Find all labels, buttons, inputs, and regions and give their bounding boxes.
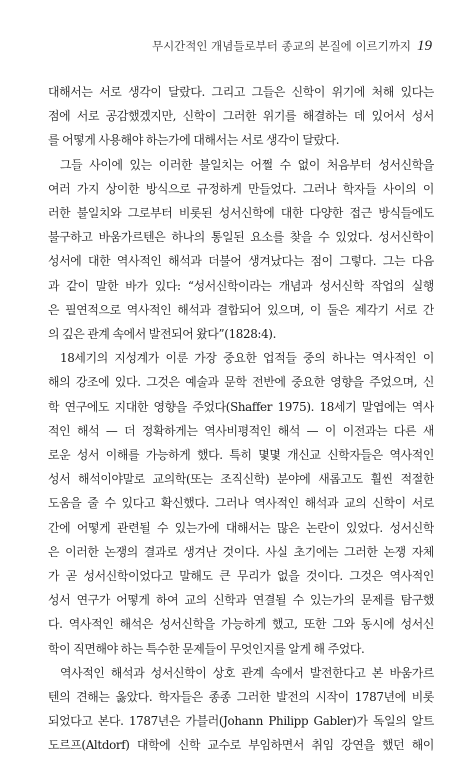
text-line: 다. 역사적인 해석은 성서신학을 가능하게 했고, 또한 그와 동시에 성서신 bbox=[48, 617, 434, 632]
text-line: 18세기의 지성계가 이룬 가장 중요한 업적들 중의 하나는 역사적인 이 bbox=[60, 351, 434, 366]
text-line: 점에 서로 공감했겠지만, 신학이 그러한 위기를 해결하는 데 있어서 성서 bbox=[48, 109, 434, 124]
running-title: 무시간적인 개념들로부터 종교의 본질에 이르기까지 bbox=[151, 39, 411, 53]
text-line: 되었다고 본다. 1787년은 가블러(Johann Philipp Gabler)가 독일의 알트 bbox=[48, 714, 434, 729]
paragraph bbox=[48, 661, 434, 758]
text-line: 러한 불일치와 그로부터 비롯된 성서신학에 대한 다양한 접근 방식들에도 bbox=[48, 206, 434, 221]
text-line: 의 깊은 관계 속에서 발전되어 왔다”(1828:4). bbox=[48, 327, 277, 342]
body-text bbox=[48, 80, 434, 758]
text-line: 은 필연적으로 역사적인 해석과 결합되어 있으며, 이 둘은 제각기 서로 간 bbox=[48, 302, 434, 317]
text-line: 적인 해석 — 더 정확하게는 역사비평적인 해석 — 이 이전과는 다른 새 bbox=[48, 423, 434, 438]
text-line: 를 어떻게 사용해야 하는가에 대해서는 서로 생각이 달랐다. bbox=[48, 133, 340, 148]
text-line: 가 곧 성서신학이었다고 말해도 큰 무리가 없을 것이다. 그것은 역사적인 bbox=[48, 569, 434, 584]
text-line: 성서 연구가 어떻게 하여 교의 신학과 연결될 수 있는가의 문제를 탐구했 bbox=[48, 593, 434, 608]
paragraph bbox=[48, 346, 434, 661]
text-line: 해의 강조에 있다. 그것은 예술과 문학 전반에 중요한 영향을 주었으며, 신 bbox=[48, 375, 434, 390]
text-line: 성서에 대한 역사적인 해석과 더불어 생겨났다는 점이 그렇다. 그는 다음 bbox=[48, 254, 434, 269]
text-line: 대해서는 서로 생각이 달랐다. 그리고 그들은 신학이 위기에 처해 있다는 bbox=[48, 85, 434, 99]
text-line: 그들 사이에 있는 이러한 불일치는 어쩔 수 없이 처음부터 성서신학을 bbox=[60, 157, 434, 172]
paragraph bbox=[48, 153, 434, 347]
text-line: 도움을 줄 수 있다고 확신했다. 그러나 역사적인 해석과 교의 신학이 서로 bbox=[48, 496, 434, 511]
text-line: 성서 해석이야말로 교의학(또는 조직신학) 분야에 새롭고도 훨씬 적절한 bbox=[48, 472, 434, 487]
text-line: 불구하고 바움가르텐은 하나의 통일된 요소를 찾을 수 있었다. 성서신학이 bbox=[48, 230, 434, 245]
text-line: 역사적인 해석과 성서신학이 상호 관계 속에서 발전한다고 본 바움가르 bbox=[60, 665, 434, 680]
paragraph bbox=[48, 80, 434, 153]
text-line: 은 이러한 논쟁의 결과로 생겨난 것이다. 사실 초기에는 그러한 논쟁 자체 bbox=[48, 544, 434, 559]
text-line: 여러 가지 상이한 방식으로 규정하게 만들었다. 그러나 학자들 사이의 이 bbox=[48, 181, 434, 196]
text-line: 학 연구에도 지대한 영향을 주었다(Shaffer 1975). 18세기 말엽에는 역사 bbox=[48, 399, 434, 414]
text-line: 과 같이 말한 바가 있다: “성서신학이라는 개념과 성서신학 작업의 실행 bbox=[48, 278, 434, 293]
text-line: 간에 어떻게 관련될 수 있는가에 대해서는 많은 논란이 있었다. 성서신학 bbox=[48, 520, 434, 535]
text-line: 도르프(Altdorf) 대학에 신학 교수로 부임하면서 취임 강연을 했던 해이 bbox=[48, 738, 434, 753]
text-line: 로운 성서 이해를 가능하게 했다. 특히 몇몇 개신교 신학자들은 역사적인 bbox=[48, 448, 434, 463]
text-line: 텐의 견해는 옳았다. 학자들은 종종 그러한 발전의 시작이 1787년에 비롯 bbox=[48, 690, 434, 705]
running-header bbox=[38, 38, 432, 55]
text-line: 학이 직면해야 하는 특수한 문제들이 무엇인지를 알게 해 주었다. bbox=[48, 641, 365, 656]
page-number: 19 bbox=[417, 38, 432, 54]
